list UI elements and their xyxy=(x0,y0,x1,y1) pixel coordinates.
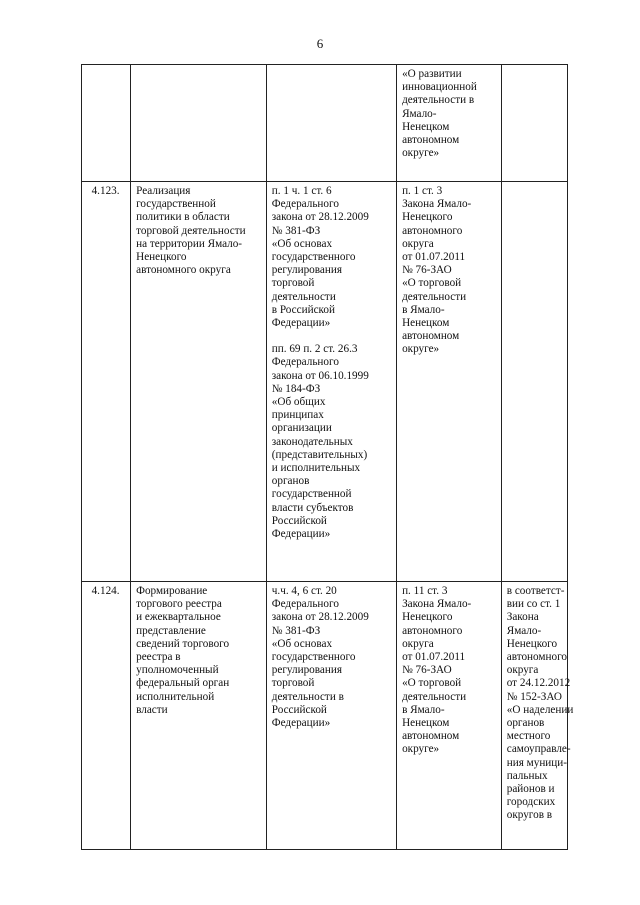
cell-text-line: Федерального xyxy=(271,598,339,611)
cell-text-line: Ненецкого xyxy=(506,637,558,650)
cell-text-line: пальных xyxy=(506,769,548,782)
cell-text-line: регулирования xyxy=(271,664,342,677)
cell-text-line: округа xyxy=(506,664,539,677)
cell-text-line: округе» xyxy=(402,343,440,356)
cell-text-line: автономного xyxy=(402,624,463,637)
cell-text-line: деятельности xyxy=(402,290,467,303)
cell-text-line: органов xyxy=(271,475,310,488)
cell-text-line: автономном xyxy=(402,330,460,343)
cell-text-line: торговой xyxy=(271,277,315,290)
cell-text-line: сведений торгового xyxy=(136,637,230,650)
cell-text-line: от 01.07.2011 xyxy=(402,651,466,664)
cell-text-line: Российской xyxy=(271,703,327,716)
cell-text-line: автономного округа xyxy=(136,264,231,277)
cell-text-line: п. 1 ч. 1 ст. 6 xyxy=(271,185,332,197)
cell-text-line: организации xyxy=(271,422,332,435)
cell-text-line: закона от 28.12.2009 xyxy=(271,211,369,224)
cell-text-line: государственной xyxy=(136,198,216,211)
page-number: 6 xyxy=(316,36,324,51)
row-number-cell: 4.123. xyxy=(82,182,131,582)
cell-text-line: вии со ст. 1 xyxy=(506,598,561,611)
cell-text-line: Российской xyxy=(271,514,327,527)
cell-text-line: Федерации» xyxy=(271,317,331,330)
cell-text-line: «О торговой xyxy=(402,677,462,690)
cell-text-line: автономном xyxy=(402,134,460,147)
cell-text-line: в соответст- xyxy=(506,585,565,597)
row-number-cell xyxy=(82,65,131,182)
cell-text-line: власти xyxy=(136,703,168,716)
notes-cell xyxy=(501,65,567,182)
power-title-cell xyxy=(131,65,267,182)
cell-text-line: закона от 06.10.1999 xyxy=(271,369,369,382)
cell-text-line: округа xyxy=(402,637,434,650)
cell-text-line: Ямало- xyxy=(402,107,437,120)
cell-text-line: Ненецкого xyxy=(402,211,453,224)
cell-text-line: Федерации» xyxy=(271,717,331,730)
cell-text-line: пп. 69 п. 2 ст. 26.3 xyxy=(271,343,358,356)
cell-text-line: «О торговой xyxy=(402,277,462,290)
cell-text-line: деятельности в xyxy=(402,94,475,107)
cell-text-line: Ненецком xyxy=(402,317,450,330)
cell-text-line: автономного xyxy=(506,651,567,664)
cell-text-line: федеральный орган xyxy=(136,677,230,690)
cell-text-line: Федерального xyxy=(271,356,339,369)
cell-text-line: Ненецкого xyxy=(402,611,453,624)
cell-text-line: исполнительной xyxy=(136,690,215,703)
cell-text-line: городских xyxy=(506,796,556,809)
cell-text-line: «Об основах xyxy=(271,237,333,250)
cell-text-line: государственного xyxy=(271,251,356,264)
cell-text-line: № 76-ЗАО xyxy=(402,664,452,677)
cell-text-line: «О наделении xyxy=(506,703,574,716)
cell-text-line: Формирование xyxy=(136,585,208,597)
cell-text-line: округе» xyxy=(402,743,440,756)
regional-law-cell xyxy=(397,582,502,850)
cell-text-line: округе» xyxy=(402,147,440,160)
cell-text-line: власти субъектов xyxy=(271,501,354,514)
cell-text-line: закона от 28.12.2009 xyxy=(271,611,369,624)
cell-text-line: государственного xyxy=(271,651,356,664)
table-row xyxy=(82,65,568,182)
cell-text-line: № 381-ФЗ xyxy=(271,224,321,237)
cell-text-line: деятельности xyxy=(402,690,467,703)
cell-text-line: торговой xyxy=(271,677,315,690)
cell-text-line: представление xyxy=(136,624,206,637)
cell-text-line: в Ямало- xyxy=(402,703,445,716)
paragraph-gap xyxy=(272,330,393,343)
cell-text-line: регулирования xyxy=(271,264,342,277)
regional-law-cell xyxy=(397,182,502,582)
cell-text-line: (представительных) xyxy=(271,448,368,461)
cell-text-line: Закона xyxy=(506,611,539,624)
cell-text-line: ч.ч. 4, 6 ст. 20 xyxy=(271,585,337,597)
cell-text-line: № 184-ФЗ xyxy=(271,382,321,395)
cell-text-line: «Об общих xyxy=(271,396,326,409)
cell-text-line: инновационной xyxy=(402,81,477,94)
federal-law-cell xyxy=(266,182,396,582)
cell-text-line: реестра в xyxy=(136,651,181,664)
federal-law-cell xyxy=(266,582,396,850)
cell-text-line: автономного xyxy=(402,224,463,237)
table-row xyxy=(82,182,568,582)
cell-text-line: и исполнительных xyxy=(271,462,361,475)
cell-text-line: округа xyxy=(402,237,434,250)
cell-text-line: деятельности в xyxy=(271,690,344,703)
federal-law-cell xyxy=(266,65,396,182)
regional-law-cell xyxy=(397,65,502,182)
cell-text-line: и ежеквартальное xyxy=(136,611,221,624)
cell-text-line: округов в xyxy=(506,809,553,822)
notes-cell xyxy=(501,582,574,850)
cell-text-line: «Об основах xyxy=(271,637,333,650)
cell-text-line: от 24.12.2012 xyxy=(506,677,571,690)
cell-text-line: ния муници- xyxy=(506,756,567,769)
cell-text-line: № 152-ЗАО xyxy=(506,690,562,703)
cell-text-line: Закона Ямало- xyxy=(402,598,472,611)
cell-text-line: от 01.07.2011 xyxy=(402,251,466,264)
cell-text-line: «О развитии xyxy=(402,68,462,80)
cell-text-line: законодательных xyxy=(271,435,353,448)
cell-text-line: на территории Ямало- xyxy=(136,237,243,250)
cell-text-line: автономном xyxy=(402,730,460,743)
notes-cell xyxy=(501,182,567,582)
cell-text-line: в Российской xyxy=(271,303,335,316)
cell-text-line: государственной xyxy=(271,488,352,501)
cell-text-line: Федерального xyxy=(271,198,339,211)
cell-text-line: в Ямало- xyxy=(402,303,445,316)
cell-text-line: торговой деятельности xyxy=(136,224,246,237)
cell-text-line: органов xyxy=(506,717,545,730)
cell-text-line: п. 11 ст. 3 xyxy=(402,585,448,597)
power-title-cell xyxy=(131,582,267,850)
cell-text-line: Федерации» xyxy=(271,528,331,541)
cell-text-line: политики в области xyxy=(136,211,230,224)
row-number-cell: 4.124. xyxy=(82,582,131,850)
cell-text-line: Ямало- xyxy=(506,624,542,637)
cell-text-line: № 381-ФЗ xyxy=(271,624,321,637)
cell-text-line: деятельности xyxy=(271,290,336,303)
cell-text-line: Ненецкого xyxy=(136,251,187,264)
cell-text-line: Ненецком xyxy=(402,717,450,730)
cell-text-line: местного xyxy=(506,730,551,743)
cell-text-line: уполномоченный xyxy=(136,664,219,677)
cell-text-line: самоуправле- xyxy=(506,743,571,756)
power-title-cell xyxy=(131,182,267,582)
table-row xyxy=(82,582,568,850)
cell-text-line: п. 1 ст. 3 xyxy=(402,185,443,197)
cell-text-line: Ненецком xyxy=(402,120,450,133)
cell-text-line: Реализация xyxy=(136,185,191,197)
cell-text-line: принципах xyxy=(271,409,324,422)
powers-table xyxy=(81,64,574,850)
cell-text-line: Закона Ямало- xyxy=(402,198,472,211)
cell-text-line: торгового реестра xyxy=(136,598,222,611)
cell-text-line: районов и xyxy=(506,783,555,796)
cell-text-line: № 76-ЗАО xyxy=(402,264,452,277)
